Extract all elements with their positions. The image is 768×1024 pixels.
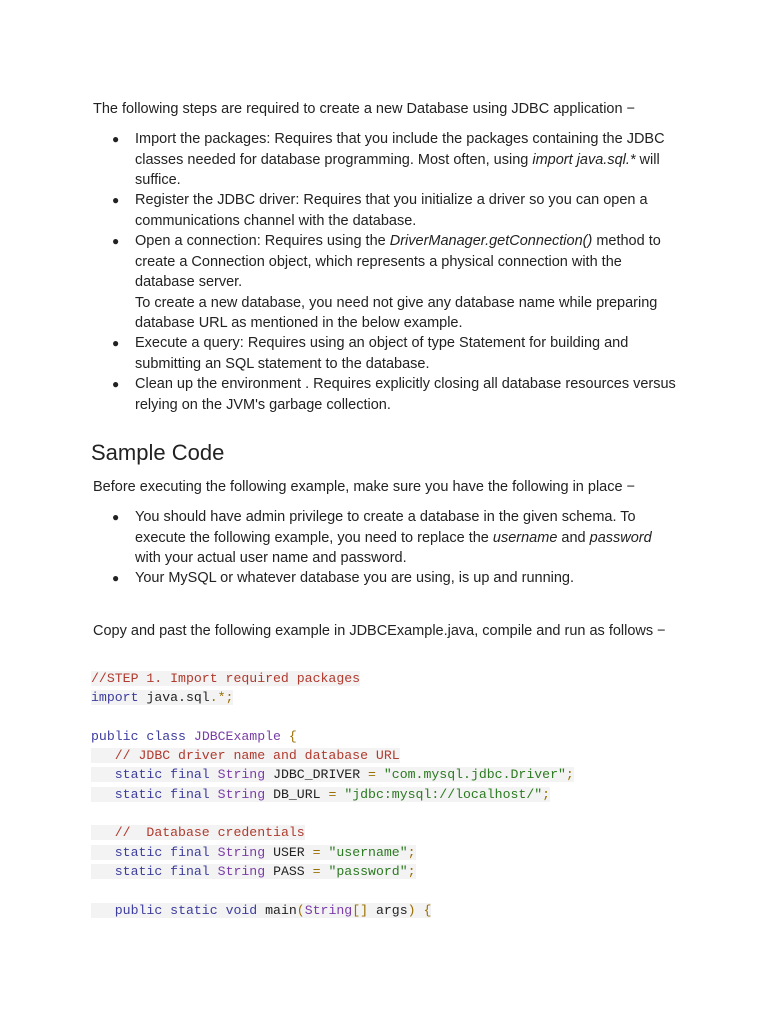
code-line: public static void main(String[] args) { <box>91 901 691 920</box>
code-line: public class JDBCExample { <box>91 728 297 744</box>
intro-paragraph: The following steps are required to create a new Database using JDBC application − <box>93 101 636 117</box>
code-line <box>91 804 691 823</box>
list-item: ● Clean up the environment . Requires explicitly closing all database resources versus relying on the JVM's garbage collection. <box>112 376 676 413</box>
bullet-icon: ● <box>112 234 120 248</box>
code-line <box>91 881 691 900</box>
code-line: // JDBC driver name and database URL <box>91 746 691 765</box>
list-item: ● Execute a query: Requires using an object of type Statement for building and submitting an SQL statement to the database. <box>112 335 629 372</box>
list-item: ● Your MySQL or whatever database you are using, is up and running. <box>135 568 680 589</box>
list-item: ● You should have admin privilege to create a database in the given schema. To execute the following example, you need to replace the username and password with your actual user name and password. <box>112 509 652 566</box>
code-line: static final String USER = "username"; <box>91 843 691 862</box>
copy-instruction: Copy and past the following example in JDBCExample.java, compile and run as follows − <box>93 623 666 639</box>
code-line <box>91 708 691 727</box>
bullet-icon: ● <box>112 377 120 391</box>
code-block <box>91 669 691 920</box>
code-line: static final String DB_URL = "jdbc:mysql://localhost/"; <box>91 785 691 804</box>
bullet-icon: ● <box>112 336 120 350</box>
list-item: ● Import the packages: Requires that you include the packages containing the JDBC classes needed for database programming. Most often, using import java.sql.* will suffice. <box>112 131 665 188</box>
steps-list <box>112 129 680 415</box>
code-line: // Database credentials <box>91 823 691 842</box>
list-item: ● Open a connection: Requires using the DriverManager.getConnection() method to create a Connection object, which represents a physical connection with the database server. To create a new database, you need not give any database name while preparing database URL as mentioned in the below example. <box>112 233 661 331</box>
code-line: //STEP 1. Import required packages <box>91 671 361 686</box>
list-item: ● Register the JDBC driver: Requires that you initialize a driver so you can open a communications channel with the database. <box>112 192 648 229</box>
bullet-icon: ● <box>112 510 120 524</box>
code-line: static final String PASS = "password"; <box>91 862 691 881</box>
bullet-icon: ● <box>112 193 120 207</box>
bullet-icon: ● <box>112 132 120 146</box>
bullet-icon: ● <box>112 571 120 585</box>
before-paragraph: Before executing the following example, make sure you have the following in place − <box>93 479 636 495</box>
section-title: Sample Code <box>91 440 225 465</box>
code-line: import java.sql.*; <box>91 690 234 706</box>
code-line: static final String JDBC_DRIVER = "com.mysql.jdbc.Driver"; <box>91 765 691 784</box>
prereqs-list <box>112 507 680 589</box>
